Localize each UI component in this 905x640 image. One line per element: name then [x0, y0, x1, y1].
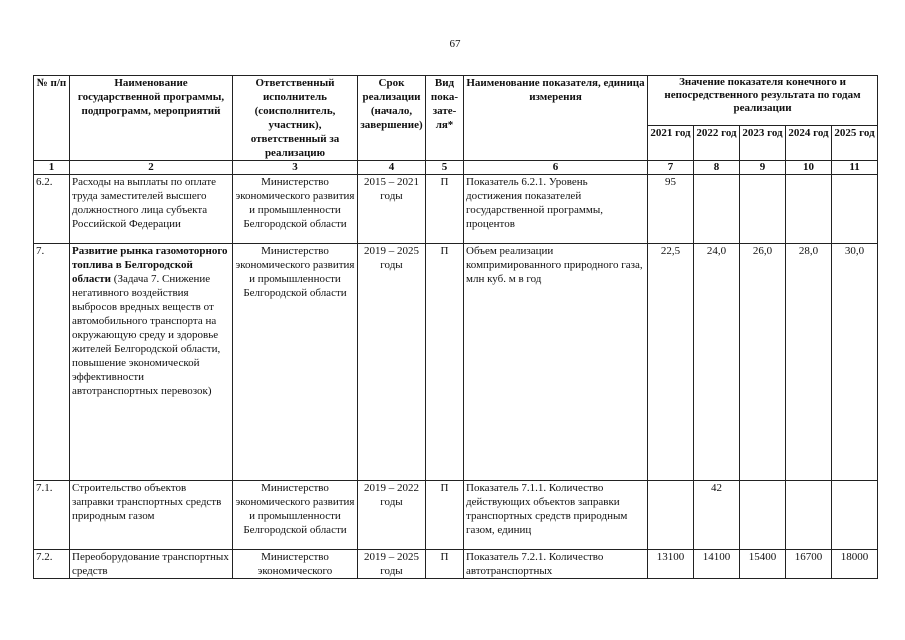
column-number: 1	[34, 161, 70, 175]
header-executor: Ответственный исполнитель (соисполнитель, участник), ответственный за реализацию	[233, 76, 358, 161]
header-year: 2023 год	[740, 125, 786, 160]
row-value-2021: 22,5	[648, 244, 694, 481]
row-value-2025	[832, 481, 878, 550]
table-row	[34, 244, 878, 481]
row-number: 7.1.	[34, 481, 70, 550]
row-type: П	[426, 550, 464, 579]
row-indicator: Объем реализации компримированного природного газа, млн куб. м в год	[464, 244, 648, 481]
column-number: 9	[740, 161, 786, 175]
row-name	[70, 481, 233, 550]
row-name-text: Расходы на выплаты по оплате труда заместителей высшего должностного лица субъекта Российской Федерации	[72, 176, 217, 230]
row-value-2022: 14100	[694, 550, 740, 579]
row-value-2022: 24,0	[694, 244, 740, 481]
row-executor: Министерство экономического развития и промышленности Белгородской области	[233, 481, 358, 550]
row-value-2022: 42	[694, 481, 740, 550]
row-period: 2015 – 2021 годы	[358, 175, 426, 244]
header-indicator: Наименование показателя, единица измерения	[464, 76, 648, 161]
row-indicator: Показатель 7.2.1. Количество автотранспортных	[464, 550, 648, 579]
row-period: 2019 – 2025 годы	[358, 550, 426, 579]
row-name-text: (Задача 7. Снижение негативного воздействия выбросов вредных веществ от автомобильного транспорта на окружающую среду и здоровье жителей Белгородской области, повышение экономической эффективности автотранспортных перевозок)	[72, 273, 221, 397]
column-number: 2	[70, 161, 233, 175]
row-value-2021: 95	[648, 175, 694, 244]
row-value-2023	[740, 481, 786, 550]
row-name	[70, 244, 233, 481]
row-period: 2019 – 2025 годы	[358, 244, 426, 481]
column-number: 3	[233, 161, 358, 175]
row-value-2025	[832, 175, 878, 244]
row-number: 7.	[34, 244, 70, 481]
header-period: Срок реализации (начало, завершение)	[358, 76, 426, 161]
row-value-2024: 16700	[786, 550, 832, 579]
row-value-2022	[694, 175, 740, 244]
row-value-2024	[786, 481, 832, 550]
row-value-2025: 30,0	[832, 244, 878, 481]
header-values-group: Значение показателя конечного и непосредственного результата по годам реализации	[648, 76, 878, 126]
header-num: № п/п	[34, 76, 70, 161]
table-row	[34, 481, 878, 550]
column-number: 7	[648, 161, 694, 175]
row-number: 6.2.	[34, 175, 70, 244]
row-value-2023: 15400	[740, 550, 786, 579]
column-number: 11	[832, 161, 878, 175]
column-number: 10	[786, 161, 832, 175]
row-executor: Министерство экономического развития и промышленности Белгородской области	[233, 244, 358, 481]
row-name-bold-text: Развитие рынка газомоторного топлива в Белгородской области	[72, 245, 228, 285]
row-name-text: Строительство объектов заправки транспортных средств природным газом	[72, 482, 222, 522]
page-number: 67	[449, 38, 461, 50]
table-row	[34, 550, 878, 579]
header-year: 2025 год	[832, 125, 878, 160]
row-value-2024: 28,0	[786, 244, 832, 481]
row-executor: Министерство экономического развития и промышленности Белгородской области	[233, 175, 358, 244]
column-number: 8	[694, 161, 740, 175]
row-type: П	[426, 481, 464, 550]
header-year: 2021 год	[648, 125, 694, 160]
row-indicator: Показатель 7.1.1. Количество действующих объектов заправки транспортных средств природным газом, единиц	[464, 481, 648, 550]
column-number: 5	[426, 161, 464, 175]
header-year: 2022 год	[694, 125, 740, 160]
indicators-table	[33, 75, 878, 579]
header-year: 2024 год	[786, 125, 832, 160]
table-row	[34, 175, 878, 244]
column-number: 6	[464, 161, 648, 175]
row-value-2021: 13100	[648, 550, 694, 579]
row-type: П	[426, 244, 464, 481]
row-value-2025: 18000	[832, 550, 878, 579]
column-numbers-row	[34, 161, 878, 175]
row-number: 7.2.	[34, 550, 70, 579]
header-program: Наименование государственной программы, подпрограмм, мероприятий	[70, 76, 233, 161]
column-number: 4	[358, 161, 426, 175]
row-name	[70, 175, 233, 244]
row-value-2021	[648, 481, 694, 550]
row-value-2023	[740, 175, 786, 244]
row-name	[70, 550, 233, 579]
row-type: П	[426, 175, 464, 244]
row-value-2024	[786, 175, 832, 244]
row-period: 2019 – 2022 годы	[358, 481, 426, 550]
row-executor: Министерство экономического	[233, 550, 358, 579]
row-name-text: Переоборудование транспортных средств	[72, 551, 229, 577]
row-value-2023: 26,0	[740, 244, 786, 481]
row-indicator: Показатель 6.2.1. Уровень достижения показателей государственной программы, процентов	[464, 175, 648, 244]
header-type: Вид пока-зате-ля*	[426, 76, 464, 161]
